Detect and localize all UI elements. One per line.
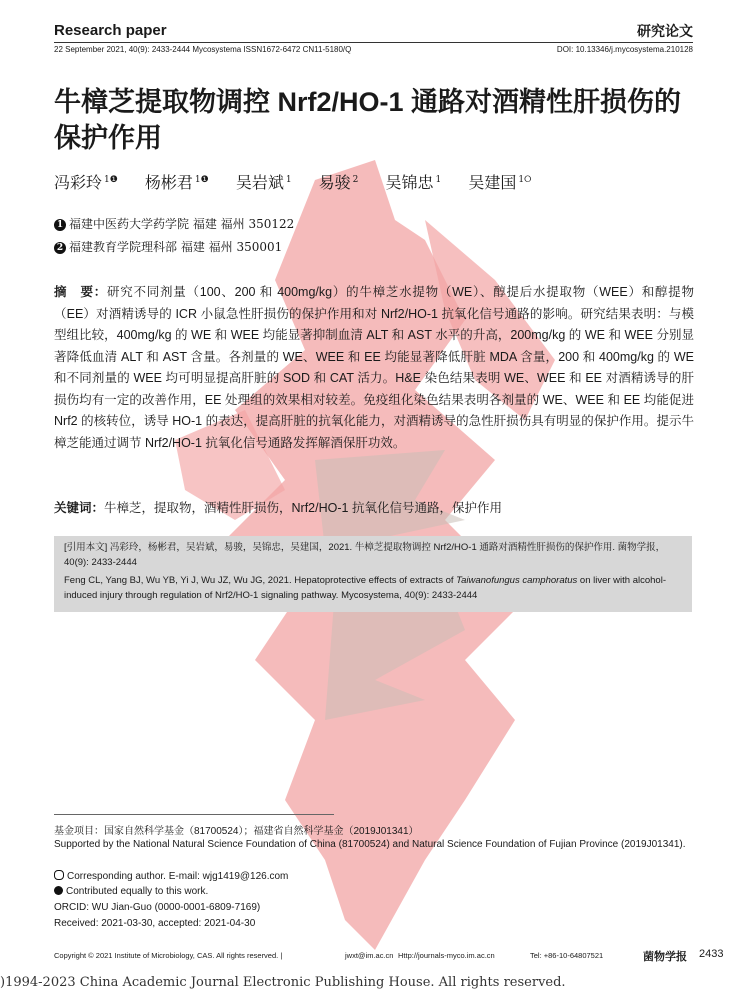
funding-cn: 基金项目：国家自然科学基金（81700524）；福建省自然科学基金（2019J01341） xyxy=(54,826,419,837)
section-label: Research paper xyxy=(54,22,167,39)
species-name: Taiwanofungus camphoratus xyxy=(456,575,578,586)
citation-en: Feng CL, Yang BJ, Wu YB, Yi J, Wu JZ, Wu JG, 2021. Hepatoprotective effects of extracts of Taiwanofungus camphoratus on liver with alcohol-induced injury through regulation of Nrf2/HO-1 signaling pathway. Mycosystema, 40(9): 2433-2444 xyxy=(64,575,666,601)
journal-url: Http://journals-myco.im.ac.cn xyxy=(398,951,495,960)
journal-tel: Tel: +86-10-64807521 xyxy=(530,951,604,960)
abstract-label: 摘 要： xyxy=(54,285,108,299)
equal-contribution-note: Contributed equally to this work. xyxy=(54,886,208,897)
keywords-text: 牛樟芝，提取物，酒精性肝损伤，Nrf2/HO-1 抗氧化信号通路，保护作用 xyxy=(104,501,502,515)
author-list xyxy=(54,170,694,193)
journal-name: 菌物学报 xyxy=(643,951,687,963)
funding-en: Supported by the National Natural Science Foundation of China (81700524) and Natural Science Foundation of Fujian Province (2019J01341). xyxy=(54,839,686,850)
paper-title: 牛樟芝提取物调控 Nrf2/HO-1 通路对酒精性肝损伤的保护作用 xyxy=(54,87,682,153)
affiliation-number: 1 xyxy=(54,219,66,231)
corresponding-author-note: Corresponding author. E-mail: wjg1419@126.com xyxy=(54,870,288,882)
affiliation: 2 福建教育学院理科部 福建 福州 350001 xyxy=(54,238,282,255)
affiliation: 1 福建中医药大学药学院 福建 福州 350122 xyxy=(54,215,294,232)
page-number: 2433 xyxy=(699,948,724,960)
affiliation-number: 2 xyxy=(54,242,66,254)
orcid: ORCID: WU Jian-Guo (0000-0001-6809-7169) xyxy=(54,902,261,913)
journal-email: jwxt@im.ac.cn xyxy=(345,951,394,960)
author: 易骏 $^2$ xyxy=(318,173,359,192)
author: 吴岩斌 $^1$ xyxy=(235,173,292,192)
received-dates: Received: 2021-03-30, accepted: 2021-04-30 xyxy=(54,918,256,929)
citation-cn: [引用本文] 冯彩玲，杨彬君，吴岩斌，易骏，吴锦忠，吴建国，2021. 牛樟芝提取物调控 Nrf2/HO-1 通路对酒精性肝损伤的保护作用. 菌物学报，40(9): 2433-2444 xyxy=(64,542,666,568)
keywords xyxy=(54,498,694,516)
footnote-rule xyxy=(54,814,334,815)
open-circle-icon xyxy=(54,870,64,880)
doi: DOI: 10.13346/j.mycosystema.210128 xyxy=(556,45,693,54)
filled-circle-icon xyxy=(54,886,63,895)
author: 杨彬君 $^{1❶}$ xyxy=(144,173,209,192)
copyright: Copyright © 2021 Institute of Microbiology, CAS. All rights reserved. | xyxy=(54,951,283,960)
section-label-cn: 研究论文 xyxy=(637,23,693,39)
author: 吴建国 $^{1⭘}$ xyxy=(468,173,532,192)
cajd-watermark-line: )1994-2023 China Academic Journal Electronic Publishing House. All rights reserved. xyxy=(0,975,566,990)
journal-meta: 22 September 2021, 40(9): 2433-2444 Mycosystema ISSN1672-6472 CN11-5180/Q xyxy=(54,45,352,54)
author: 冯彩玲 $^{1❶}$ xyxy=(54,173,118,192)
abstract-text: 研究不同剂量（100、200 和 400mg/kg）的牛樟芝水提物（WE）、醇提后水提取物（WEE）和醇提物（EE）对酒精诱导的 ICR 小鼠急性肝损伤的保护作用和对 Nrf2/HO-1 抗氧化信号通路的影响。研究结果表明：与模型组比较，400mg/kg 的 WE 和 WEE 均能显著抑制血清 ALT 和 AST 水平的升高，200mg/kg 的 WE 和 WEE 分别显著降低血清 ALT 和 AST 含量。各剂量的 WE、WEE 和 EE 均能显著降低肝脏 MDA 含量，200 和 400mg/kg 的 WE 和不同剂量的 WEE 均可明显提高肝脏的 SOD 和 CAT 活力。H&E 染色结果表明 WE、WEE 和 EE 对酒精诱导的肝损伤均有一定的改善作用，EE 处理组的效果相对较差。免疫组化染色结果表明各剂量的 WE、WEE 和 EE 均能促进 Nrf2 的核转位，诱导 HO-1 的表达，提高肝脏的抗氧化能力，对酒精诱导的急性肝损伤具有明显的保护作用。提示牛樟芝能通过调节 Nrf2/HO-1 抗氧化信号通路发挥解酒保肝功效。 xyxy=(54,285,694,450)
abstract xyxy=(54,282,694,454)
author: 吴锦忠 $^1$ xyxy=(385,173,442,192)
header-rule xyxy=(54,42,693,43)
keywords-label: 关键词： xyxy=(54,501,105,515)
